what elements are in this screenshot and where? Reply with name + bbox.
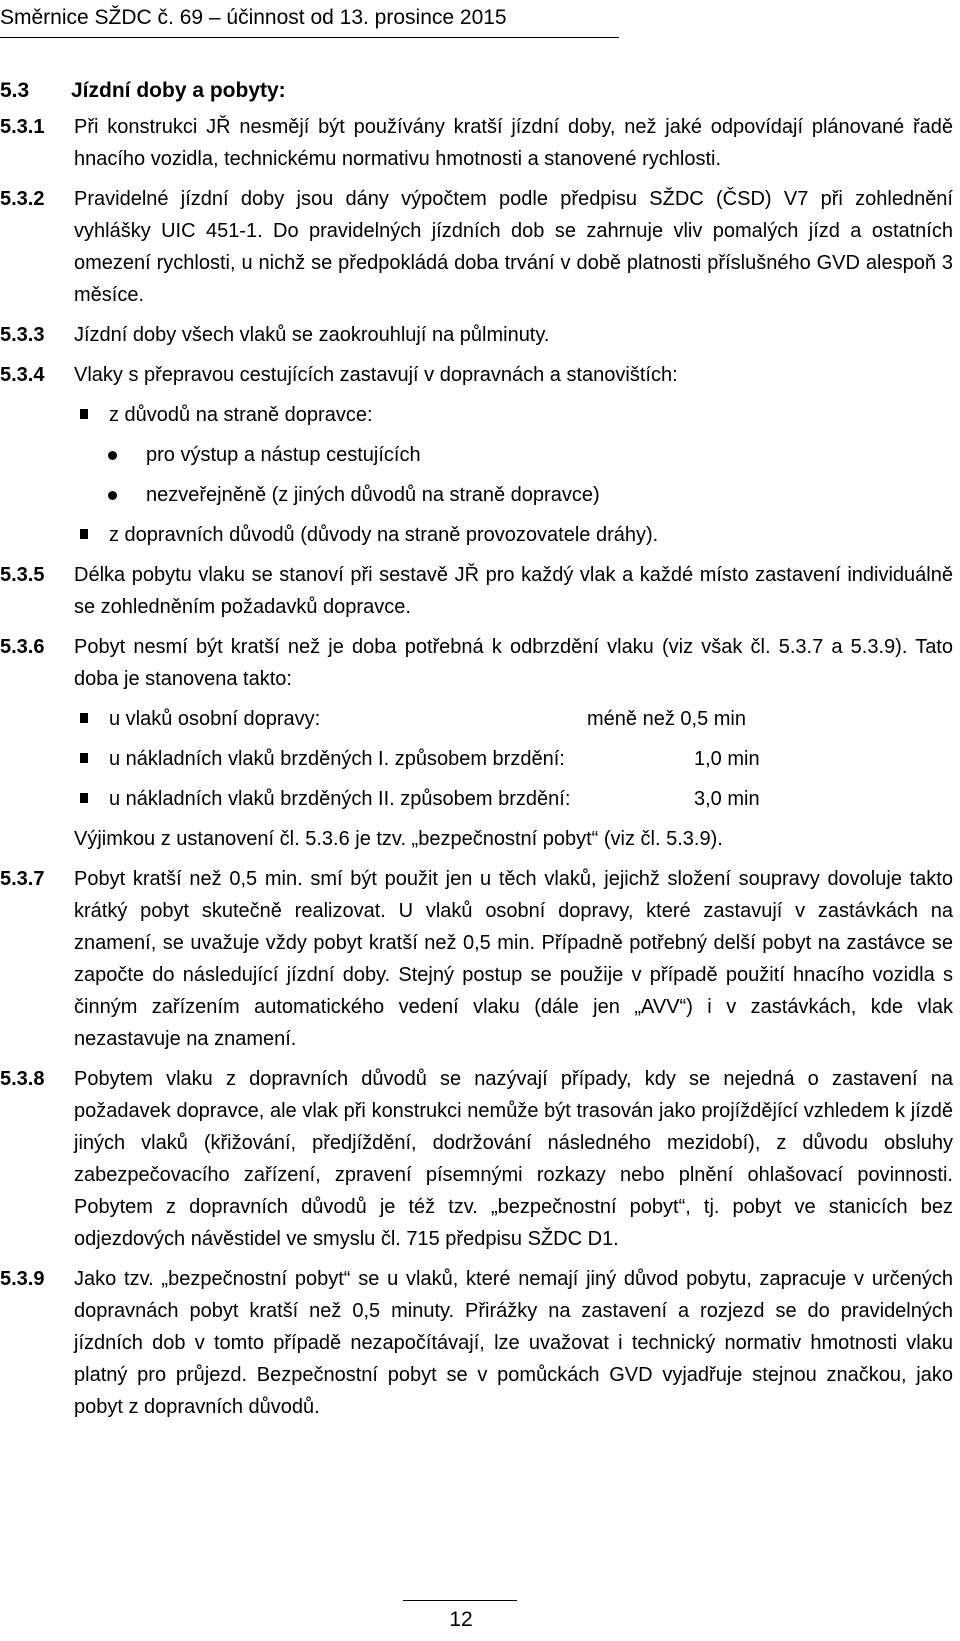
paragraph-number: 5.3.8 [0,1068,45,1090]
header-divider [0,37,619,38]
release-time-list [74,703,953,815]
sub-list-item [74,479,953,511]
list-item [74,519,953,551]
round-bullet-icon [108,491,117,500]
paragraph-5-3-8 [0,1063,953,1255]
list-item-text: z dopravních důvodů (důvody na straně provozovatele dráhy). [109,524,659,546]
time-value: 1,0 min [694,748,760,770]
document-body [0,111,953,1431]
page-number: 12 [449,1608,473,1631]
list-item [74,703,953,735]
list-item [74,783,953,815]
time-label: u nákladních vlaků brzděných I. způsobem brzdění: [109,748,565,770]
paragraph-text: Vlaky s přepravou cestujících zastavují v dopravnách a stanovištích: [74,364,678,386]
paragraph-5-3-5 [0,559,953,623]
paragraph-5-3-4 [0,359,953,551]
paragraph-number: 5.3.1 [0,116,45,138]
footer-divider [403,1600,517,1601]
list-item [74,399,953,511]
square-bullet-icon [80,793,88,803]
paragraph-number: 5.3.9 [0,1268,45,1290]
sub-list-item-text: pro výstup a nástup cestujících [146,444,421,466]
section-heading [0,77,286,105]
time-value: méně než 0,5 min [587,708,746,730]
paragraph-number: 5.3.4 [0,364,45,386]
sub-list [74,439,953,511]
paragraph-text: Pobyt nesmí být kratší než je doba potřebná k odbrzdění vlaku (viz však čl. 5.3.7 a 5.3.9). Tato doba je stanovena takto: [74,636,953,690]
round-bullet-icon [108,451,117,460]
square-bullet-icon [80,409,88,419]
list-item [74,743,953,775]
paragraph-5-3-7 [0,863,953,1055]
page-header: Směrnice SŽDC č. 69 – účinnost od 13. prosince 2015 [0,6,507,29]
sub-list-item [74,439,953,471]
paragraph-text: Při konstrukci JŘ nesmějí být používány kratší jízdní doby, než jaké odpovídají plánované řadě hnacího vozidla, technickému normativu hmotnosti a stanovené rychlosti. [74,116,953,170]
paragraph-number: 5.3.6 [0,636,45,658]
paragraph-text: Pobyt kratší než 0,5 min. smí být použit jen u těch vlaků, jejichž složení soupravy dovoluje takto krátký pobyt skutečně realizovat. U vlaků osobní dopravy, které zastavují v zastávkách na znamení, se uvažuje vždy pobyt kratší než 0,5 min. Případně potřebný delší pobyt na zastávce se započte do následující jízdní doby. Stejný postup se použije v případě použití hnacího vozidla s činným zařízením automatického vedení vlaku (dále jen „AVV“) i v zastávkách, kde vlak nezastavuje na znamení. [74,868,953,1050]
paragraph-5-3-3 [0,319,953,351]
paragraph-number: 5.3.2 [0,188,45,210]
list-item-text: z důvodů na straně dopravce: [109,404,373,426]
stop-reasons-list [74,399,953,551]
paragraph-5-3-6 [0,631,953,855]
square-bullet-icon [80,529,88,539]
paragraph-5-3-1 [0,111,953,175]
paragraph-text: Jako tzv. „bezpečnostní pobyt“ se u vlaků, které nemají jiný důvod pobytu, zapracuje v určených dopravnách pobyt kratší než 0,5 minuty. Přirážky na zastavení a rozjezd se do pravidelných jízdních dob v tomto případě nezapočítávají, lze uvažovat i technický normativ hmotnosti vlaku platný pro průjezd. Bezpečnostní pobyt se v pomůckách GVD vyjadřuje stejnou značkou, jako pobyt z dopravních důvodů. [74,1268,953,1418]
time-label: u vlaků osobní dopravy: [109,708,321,730]
paragraph-number: 5.3.3 [0,324,45,346]
exception-note: Výjimkou z ustanovení čl. 5.3.6 je tzv. „bezpečnostní pobyt“ (viz čl. 5.3.9). [74,828,723,850]
sub-list-item-text: nezveřejněně (z jiných důvodů na straně dopravce) [146,484,600,506]
section-title: Jízdní doby a pobyty: [71,79,286,102]
paragraph-5-3-2 [0,183,953,311]
paragraph-text: Pravidelné jízdní doby jsou dány výpočtem podle předpisu SŽDC (ČSD) V7 při zohlednění vyhlášky UIC 451-1. Do pravidelných jízdních dob se zahrnuje vliv pomalých jízd a ostatních omezení rychlosti, u nichž se předpokládá doba trvání v době platnosti příslušného GVD alespoň 3 měsíce. [74,188,953,306]
square-bullet-icon [80,713,88,723]
paragraph-text: Pobytem vlaku z dopravních důvodů se nazývají případy, kdy se nejedná o zastavení na požadavek dopravce, ale vlak při konstrukci nemůže být trasován jako projíždějící vzhledem k jízdě jiných vlaků (křižování, předjíždění, dodržování následného mezidobí), z důvodu obsluhy zabezpečovacího zařízení, zpravení písemnými rozkazy nebo plnění ohlašovací povinnosti. Pobytem z dopravních důvodů je též tzv. „bezpečnostní pobyt“, tj. pobyt ve stanicích bez odjezdových návěstidel ve smyslu čl. 715 předpisu SŽDC D1. [74,1068,953,1250]
paragraph-number: 5.3.5 [0,564,45,586]
time-value: 3,0 min [694,788,760,810]
section-number: 5.3 [0,79,30,102]
paragraph-5-3-9 [0,1263,953,1423]
paragraph-text: Délka pobytu vlaku se stanoví při sestavě JŘ pro každý vlak a každé místo zastavení individuálně se zohledněním požadavků dopravce. [74,564,953,618]
time-label: u nákladních vlaků brzděných II. způsobem brzdění: [109,788,571,810]
square-bullet-icon [80,753,88,763]
paragraph-number: 5.3.7 [0,868,45,890]
paragraph-text: Jízdní doby všech vlaků se zaokrouhlují na půlminuty. [74,324,550,346]
